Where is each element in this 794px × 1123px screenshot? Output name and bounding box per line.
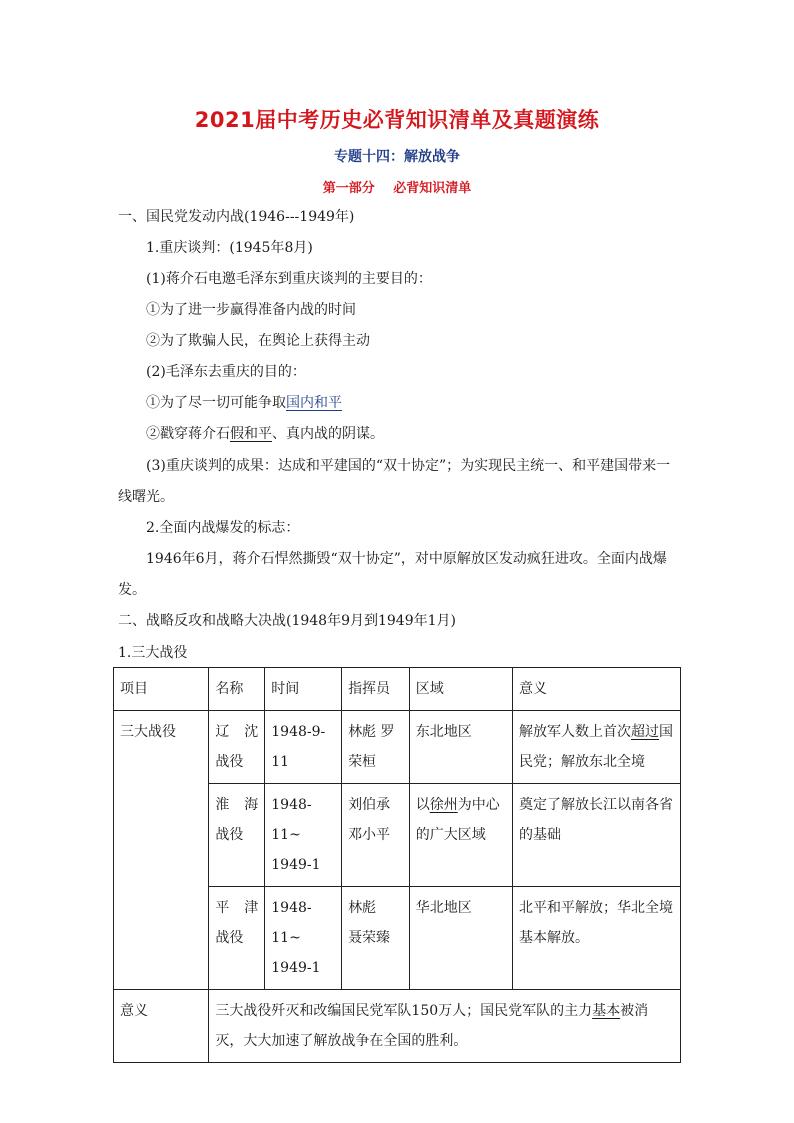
campaign-commander-cell <box>342 784 410 887</box>
summary-tail: 被消灭，大大加速了解放战争在全国的胜利。 <box>215 1003 649 1049</box>
campaign-name-line1: 平 津 <box>215 900 259 916</box>
table-summary-row <box>114 990 681 1063</box>
meaning-text: 解放军人数上首次 <box>519 724 632 740</box>
section-heading-1: 一、国民党发动内战(1946---1949年) <box>118 209 355 225</box>
answer-1a: ①为了进一步赢得准备内战的时间 <box>146 302 356 318</box>
campaign-commander-cell <box>342 711 410 784</box>
document-title: 2021届中考历史必背知识清单及真题演练 <box>194 108 600 132</box>
campaign-time-cell <box>265 887 342 990</box>
campaign-name-line1: 淮 海 <box>215 797 259 813</box>
campaign-name-line2: 战役 <box>215 930 244 946</box>
time-line1: 1948-11~ <box>271 900 312 946</box>
campaign-region-cell: 华北地区 <box>409 887 512 990</box>
campaign-name-cell <box>209 887 265 990</box>
answer-2a-text: ①为了尽一切可能争取 <box>146 395 286 411</box>
campaign-name-cell <box>209 711 265 784</box>
campaign-time-cell <box>265 784 342 887</box>
commander-line2: 聂荣臻 <box>348 930 391 946</box>
header-cell: 项目 <box>114 668 209 711</box>
campaign-meaning-cell: 奠定了解放长江以南各省的基础 <box>513 784 681 887</box>
answer-2a <box>146 393 342 413</box>
answer-2b-text: ②戳穿蒋介石 <box>146 426 230 442</box>
civil-war-text-line2: 发。 <box>118 582 146 598</box>
campaign-region-cell <box>409 784 512 887</box>
item-three-campaigns: 1.三大战役 <box>118 645 188 661</box>
time-line2: 1949-1 <box>271 857 321 873</box>
meaning-underlined: 超过 <box>631 724 660 740</box>
header-cell: 名称 <box>209 668 265 711</box>
commander-line1: 林彪 <box>348 900 377 916</box>
answer-2b <box>146 424 384 444</box>
header-cell: 指挥员 <box>342 668 410 711</box>
header-cell: 时间 <box>265 668 342 711</box>
header-cell: 区域 <box>409 668 512 711</box>
question-3-line1: (3)重庆谈判的成果：达成和平建国的“双十协定”；为实现民主统一、和平建国带来一 <box>146 458 671 474</box>
underlined-fake-peace: 假和平 <box>230 426 272 442</box>
campaign-name-line1: 辽 沈 <box>215 724 259 740</box>
table-row <box>114 711 681 784</box>
item-chongqing-talks: 1.重庆谈判：(1945年8月) <box>146 240 313 256</box>
commander-line1: 林彪 罗 <box>348 724 395 740</box>
section-heading-2: 二、战略反攻和战略大决战(1948年9月到1949年1月) <box>118 613 456 629</box>
time-line1: 1948-11~ <box>271 797 312 843</box>
region-tail: 为中心的广大区域 <box>415 797 500 843</box>
time-line2: 1949-1 <box>271 960 321 976</box>
region-text: 以 <box>415 797 430 813</box>
campaign-time-cell: 1948-9-11 <box>265 711 342 784</box>
summary-underlined: 基本 <box>592 1003 621 1019</box>
question-2: (2)毛泽东去重庆的目的： <box>146 364 306 380</box>
question-1: (1)蒋介石电邀毛泽东到重庆谈判的主要目的： <box>146 271 432 287</box>
summary-label-cell: 意义 <box>114 990 209 1063</box>
campaign-meaning-cell: 北平和平解放；华北全境基本解放。 <box>513 887 681 990</box>
answer-2b-tail: 、真内战的阴谋。 <box>272 426 384 442</box>
item-civil-war-mark: 2.全面内战爆发的标志： <box>146 520 300 536</box>
link-domestic-peace[interactable]: 国内和平 <box>286 395 342 411</box>
summary-text-cell <box>209 990 681 1063</box>
part-heading: 第一部分 必背知识清单 <box>322 181 472 196</box>
campaigns-table <box>113 667 681 1063</box>
group-label-cell: 三大战役 <box>114 711 209 990</box>
question-3-line2: 线曙光。 <box>118 489 174 505</box>
campaign-name-line2: 战役 <box>215 754 244 770</box>
civil-war-text-line1: 1946年6月，蒋介石悍然撕毁“双十协定”，对中原解放区发动疯狂进攻。全面内战爆 <box>146 551 667 567</box>
answer-1b: ②为了欺骗人民，在舆论上获得主动 <box>146 333 370 349</box>
region-underlined: 徐州 <box>429 797 458 813</box>
topic-subtitle: 专题十四：解放战争 <box>334 149 460 165</box>
commander-line2: 荣桓 <box>348 754 377 770</box>
meaning-tail: 国民党；解放东北全境 <box>519 724 674 770</box>
campaign-commander-cell <box>342 887 410 990</box>
summary-text: 三大战役歼灭和改编国民党军队150万人；国民党军队的主力 <box>215 1003 593 1019</box>
campaign-region-cell: 东北地区 <box>409 711 512 784</box>
commander-line2: 邓小平 <box>348 827 391 843</box>
header-cell: 意义 <box>513 668 681 711</box>
table-header-row <box>114 668 681 711</box>
campaign-name-cell <box>209 784 265 887</box>
commander-line1: 刘伯承 <box>348 797 391 813</box>
campaign-meaning-cell <box>513 711 681 784</box>
campaign-name-line2: 战役 <box>215 827 244 843</box>
